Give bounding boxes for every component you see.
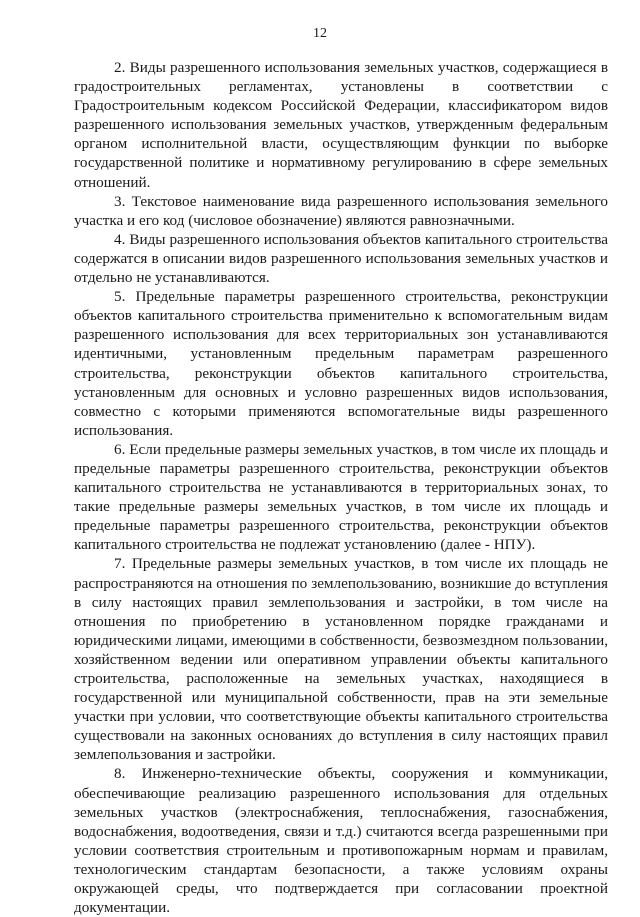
- paragraph-2: 2. Виды разрешенного использования земельных участков, содержащиеся в градостроительных регламентах, установлены в соответствии с Градостроительным кодексом Российской Федерации, классификатором видов разрешенного использования земельных участков, утвержденным федеральным органом исполнительной власти, осуществляющим функции по выборке государственной политике и нормативному регулированию в сфере земельных отношений.: [74, 59, 608, 191]
- paragraph-6: 6. Если предельные размеры земельных участков, в том числе их площадь и предельные параметры разрешенного строительства, реконструкции объектов капитального строительства не устанавливаются в территориальных зонах, то такие предельные размеры земельных участков, в том числе их площадь и предельные параметры разрешенного строительства, реконструкции объектов капитального строительства не подлежат установлению (далее - НПУ).: [74, 440, 608, 554]
- paragraph-5: 5. Предельные параметры разрешенного строительства, реконструкции объектов капитального строительства применительно к вспомогательным видам разрешенного использования для всех территориальных зон устанавливаются идентичными, установленным предельным параметрам разрешенного строительства, реконструкции объектов капитального строительства, установленным для основных и условно разрешенных видов использования, совместно с которыми применяются вспомогательные виды разрешенного использования.: [74, 288, 608, 439]
- page-number: 12: [313, 26, 327, 41]
- document-body: [74, 58, 608, 917]
- paragraph-3: 3. Текстовое наименование вида разрешенного использования земельного участка и его код (числовое обозначение) являются равнозначными.: [74, 192, 608, 229]
- paragraph-8: 8. Инженерно-технические объекты, сооружения и коммуникации, обеспечивающие реализацию разрешенного использования для отдельных земельных участков (электроснабжения, теплоснабжения, газоснабжения, водоснабжения, водоотведения, связи и т.д.) считаются всегда разрешенными при условии соответствия строительным и противопожарным нормам и правилам, технологическим стандартам безопасности, а также условиям охраны окружающей среды, что подтверждается при согласовании проектной документации.: [74, 765, 608, 917]
- paragraph-7: 7. Предельные размеры земельных участков, в том числе их площадь не распространяются на отношения по землепользованию, возникшие до вступления в силу настоящих правил землепользования и застройки, в том числе на отношения по приобретению в установленном порядке гражданами и юридическими лицами, имеющими в собственности, безвозмездном пользовании, хозяйственном ведении или оперативном управлении объекты капитального строительства, расположенные на земельных участках, находящиеся в государственной или муниципальной собственности, прав на эти земельные участки при условии, что соответствующие объекты капитального строительства существовали на законных основаниях до вступления в силу настоящих правил землепользования и застройки.: [74, 555, 608, 764]
- paragraph-4: 4. Виды разрешенного использования объектов капитального строительства содержатся в описании видов разрешенного использования земельных участков и отдельно не устанавливаются.: [74, 230, 608, 287]
